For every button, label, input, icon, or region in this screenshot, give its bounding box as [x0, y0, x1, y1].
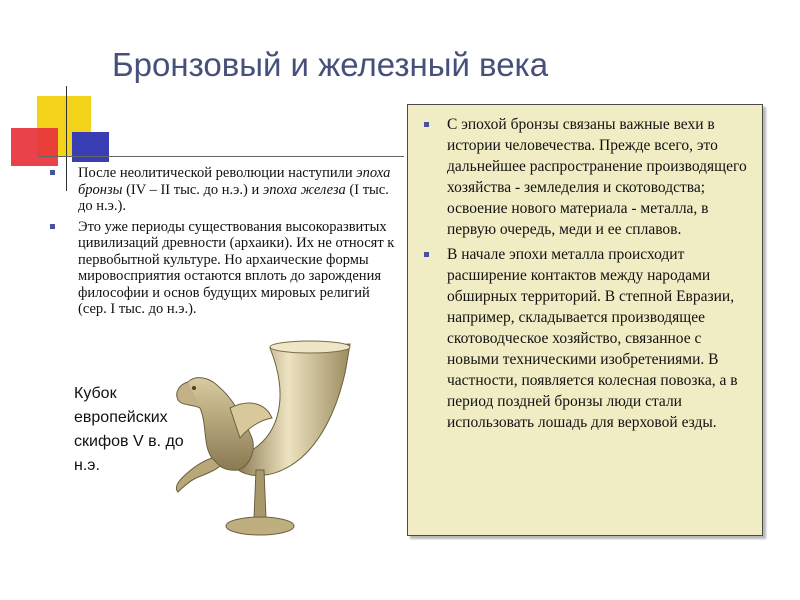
- term-iron-age: эпоха железа: [262, 181, 346, 198]
- list-item: [408, 245, 752, 433]
- bullet-icon: [50, 224, 55, 229]
- right-bullet-list: [408, 105, 762, 434]
- left-bullet-list: [50, 165, 395, 322]
- term-bronze-age: эпоха бронзы: [78, 165, 391, 198]
- list-item: [408, 115, 752, 240]
- list-item-text: В начале эпохи металла происходит расширение контактов между народами обширных территорий. В степной Евразии, например, складывается производящее скотоводческое хозяйство, связанное с новыми техническими изобретениями. В частности, появляется колесная повозка, а в период поздней бронзы люди стали использовать лошадь для верховой езды.: [447, 246, 738, 431]
- slide-title: Бронзовый и железный века: [112, 46, 549, 83]
- bullet-icon: [50, 170, 55, 175]
- bullet-icon: [424, 122, 429, 127]
- list-item-text: Это уже периоды существования высокоразвитых цивилизаций древности (архаики). Их не относят к первобытной культуре. Но архаические формы мировосприятия остаются вплоть до зарождения философии и основ будущих мировых религий (сер. I тыс. до н.э.).: [78, 218, 395, 317]
- decor-red-square: [11, 128, 58, 166]
- text-run: (I тыс. до н.э.).: [78, 181, 389, 214]
- decor-blue-square: [72, 132, 109, 162]
- text-run: После неолитической революции наступили: [78, 165, 357, 181]
- text-run: (IV – II тыс. до н.э.) и: [122, 181, 263, 198]
- bullet-icon: [424, 252, 429, 257]
- list-item: [50, 219, 395, 318]
- rhyton-cup-image: [160, 338, 360, 548]
- decor-horizontal-line: [38, 156, 404, 157]
- list-item-text: С эпохой бронзы связаны важные вехи в истории человечества. Прежде всего, это дальнейшее распространение производящего хозяйства - земледелия и скотоводства; освоение нового материала - металла, в первую очередь, меди и ее сплавов.: [447, 116, 747, 238]
- list-item: [50, 165, 395, 215]
- right-text-box: [407, 104, 763, 536]
- image-caption: Кубок европейских скифов V в. до н.э.: [74, 385, 184, 474]
